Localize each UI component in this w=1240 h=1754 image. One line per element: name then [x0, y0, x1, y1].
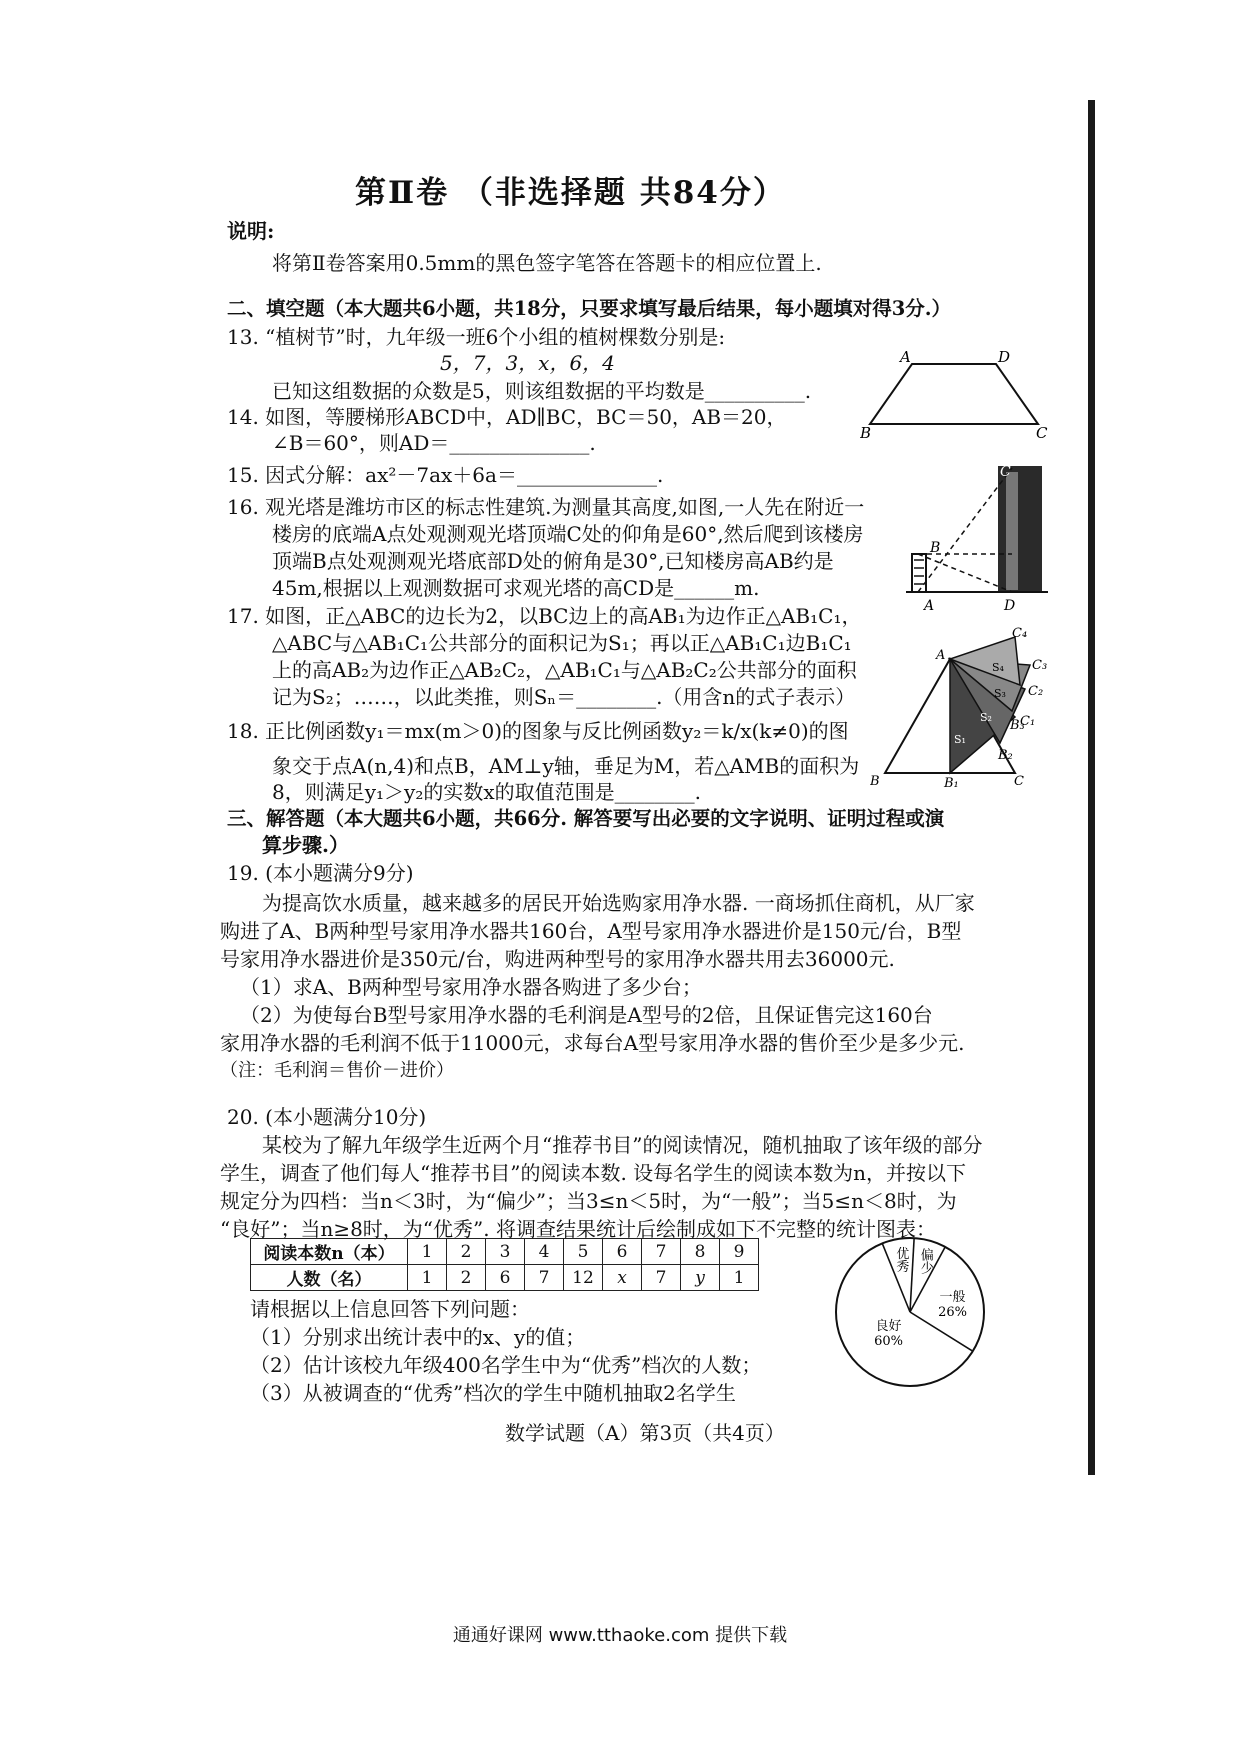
- q20-p2: 学生，调查了他们每人“推荐书目”的阅读本数. 设每名学生的阅读本数为n，并按以下: [220, 1161, 967, 1185]
- table-cell: 2: [447, 1239, 486, 1265]
- table-cell: 4: [525, 1239, 564, 1265]
- tri-label-s1: S₁: [954, 733, 966, 746]
- tower-label-d: D: [1004, 598, 1016, 612]
- pie-value-average: 26%: [938, 1304, 967, 1320]
- q17-line2: △ABC与△AB₁C₁公共部分的面积记为S₁；再以正△AB₁C₁边B₁C₁: [272, 631, 852, 655]
- q19-p3: 号家用净水器进价是350元/台，购进两种型号的家用净水器共用去36000元.: [220, 947, 895, 971]
- table-cell: 12: [564, 1265, 603, 1291]
- table-cell: y: [681, 1265, 720, 1291]
- scan-right-border: [1088, 100, 1095, 1475]
- q19-s2a: （2）为使每台B型号家用净水器的毛利润是A型号的2倍，且保证售完这160台: [240, 1003, 933, 1027]
- q19-p1: 为提高饮水质量，越来越多的居民开始选购家用净水器. 一商场抓住商机，从厂家: [262, 891, 975, 915]
- table-cell: 7: [642, 1239, 681, 1265]
- tri-label-c: C: [1014, 774, 1024, 789]
- table-cell: 2: [447, 1265, 486, 1291]
- table-cell: x: [603, 1265, 642, 1291]
- table-cell: 1: [720, 1265, 759, 1291]
- tri-label-b3: B₃: [1010, 718, 1025, 733]
- q20-s1: （1）分别求出统计表中的x、y的值；: [250, 1325, 586, 1349]
- table-row: [251, 1239, 759, 1265]
- tower-label-a: A: [924, 598, 935, 612]
- q19-s1: （1）求A、B两种型号家用净水器各购进了多少台；: [240, 975, 702, 999]
- trapezoid-label-d: D: [998, 350, 1011, 366]
- q20-s3: （3）从被调查的“优秀”档次的学生中随机抽取2名学生: [250, 1381, 736, 1405]
- q19-head: 19. (本小题满分9分): [227, 861, 414, 885]
- q15-line1: 15. 因式分解：ax²－7ax＋6a＝______________.: [227, 463, 664, 487]
- q17-line4: 记为S₂；……，以此类推，则Sₙ＝________.（用含n的式子表示）: [272, 685, 856, 709]
- table-cell: 1: [408, 1239, 447, 1265]
- table-row: [251, 1265, 759, 1291]
- tower-figure: [900, 462, 1050, 612]
- table-cell: 9: [720, 1239, 759, 1265]
- note-text: 将第Ⅱ卷答案用0.5mm的黑色签字笔答在答题卡的相应位置上.: [272, 251, 822, 275]
- q20-p1: 某校为了解九年级学生近两个月“推荐书目”的阅读情况，随机抽取了该年级的部分: [262, 1133, 983, 1157]
- q18-line2: 象交于点A(n,4)和点B，AM⊥y轴，垂足为M，若△AMB的面积为: [272, 754, 860, 778]
- q20-s2: （2）估计该校九年级400名学生中为“优秀”档次的人数；: [250, 1353, 762, 1377]
- q17-line3: 上的高AB₂为边作正△AB₂C₂，△AB₁C₁与△AB₂C₂公共部分的面积: [272, 658, 857, 682]
- pie-label-good: 良好: [875, 1318, 902, 1334]
- tri-label-b2: B₂: [998, 748, 1013, 763]
- part3-header-line2: 算步骤.）: [262, 833, 349, 857]
- stat-table: [250, 1238, 759, 1291]
- tri-label-a: A: [936, 648, 946, 663]
- note-label: 说明:: [227, 219, 275, 243]
- pie-label-few: 偏少: [917, 1248, 933, 1275]
- q18-line1: 18. 正比例函数y₁＝mx(m＞0)的图象与反比例函数y₂＝k/x(k≠0)的图: [227, 719, 849, 743]
- q16-line1: 16. 观光塔是潍坊市区的标志性建筑.为测量其高度,如图,一人先在附近一: [227, 495, 865, 519]
- tower-highlight: [1006, 472, 1018, 590]
- trapezoid-label-c: C: [1036, 424, 1048, 440]
- q19-s2b: 家用净水器的毛利润不低于11000元，求每台A型号家用净水器的售价至少是多少元.: [220, 1031, 965, 1055]
- tri-label-b: B: [870, 774, 880, 789]
- section-title: 第Ⅱ卷 （非选择题 共84分）: [355, 175, 786, 211]
- trapezoid-figure: [860, 350, 1050, 440]
- tower-label-b: B: [930, 540, 941, 556]
- site-footer: 通通好课网 www.tthaoke.com 提供下载: [452, 1625, 788, 1646]
- pie-slice-boundary: [910, 1238, 914, 1312]
- tri-label-c2: C₂: [1028, 684, 1044, 699]
- tri-label-s3: S₃: [994, 687, 1006, 700]
- pie-label-excellent: 优秀: [893, 1246, 909, 1273]
- table-cell: 6: [486, 1265, 525, 1291]
- tower-label-c: C: [1000, 464, 1011, 480]
- table-cell: 5: [564, 1239, 603, 1265]
- pie-chart: [820, 1230, 1000, 1400]
- q19-p2: 购进了A、B两种型号家用净水器共160台，A型号家用净水器进价是150元/台，B型: [220, 919, 962, 943]
- table-header-reading: 阅读本数n（本）: [251, 1239, 408, 1265]
- q18-line3: 8，则满足y₁＞y₂的实数x的取值范围是________.: [272, 780, 701, 804]
- tower-shape: [998, 466, 1042, 592]
- sight-line-bd: [918, 554, 1012, 592]
- q20-ask: 请根据以上信息回答下列问题：: [250, 1297, 530, 1321]
- q14-line2: ∠B＝60°，则AD＝______________.: [272, 431, 596, 455]
- q13-line1: 13. “植树节”时，九年级一班6个小组的植树棵数分别是:: [227, 325, 726, 349]
- tri-label-b1: B₁: [944, 776, 959, 790]
- tri-label-c3: C₃: [1032, 658, 1048, 673]
- q17-line1: 17. 如图，正△ABC的边长为2，以BC边上的高AB₁为边作正△AB₁C₁，: [227, 604, 862, 628]
- q16-line2: 楼房的底端A点处观测观光塔顶端C处的仰角是60°,然后爬到该楼房: [272, 522, 864, 546]
- q20-p3: 规定分为四档：当n＜3时，为“偏少”；当3≤n＜5时，为“一般”；当5≤n＜8时，为: [220, 1189, 957, 1213]
- tri-label-c4: C₄: [1012, 626, 1028, 641]
- q16-line3: 顶端B点处观测观光塔底部D处的俯角是30°,已知楼房高AB约是: [272, 549, 834, 573]
- table-cell: 7: [642, 1265, 681, 1291]
- pie-label-average: 一般: [939, 1289, 966, 1305]
- trapezoid-label-a: A: [900, 350, 911, 366]
- table-cell: 3: [486, 1239, 525, 1265]
- table-cell: 8: [681, 1239, 720, 1265]
- page-footer: 数学试题（A）第3页（共4页）: [505, 1421, 785, 1445]
- part3-header-line1: 三、解答题（本大题共6小题，共66分. 解答要写出必要的文字说明、证明过程或演: [227, 807, 945, 830]
- tri-label-c1: C₁: [1020, 714, 1036, 729]
- sight-line-ac: [918, 468, 1012, 592]
- q13-line3: 已知这组数据的众数是5，则该组数据的平均数是__________.: [272, 379, 812, 403]
- trapezoid-label-b: B: [860, 424, 872, 440]
- table-cell: 6: [603, 1239, 642, 1265]
- triangles-figure: [870, 625, 1070, 790]
- pie-value-good: 60%: [874, 1333, 904, 1349]
- q16-line4: 45m,根据以上观测数据可求观光塔的高CD是______m.: [272, 576, 760, 600]
- q13-data: 5，7，3，x，6，4: [440, 351, 615, 375]
- q14-line1: 14. 如图，等腰梯形ABCD中，AD∥BC，BC＝50，AB＝20，: [227, 405, 787, 429]
- q19-note: （注：毛利润＝售价－进价）: [220, 1060, 454, 1081]
- tri-label-s2: S₂: [980, 711, 992, 724]
- trapezoid-shape: [870, 364, 1038, 424]
- part2-header: 二、填空题（本大题共6小题，共18分，只要求填写最后结果，每小题填对得3分.）: [227, 297, 952, 320]
- q20-p4: “良好”；当n≥8时，为“优秀”. 将调查结果统计后绘制成如下不完整的统计图表：: [220, 1217, 936, 1241]
- tri-label-s4: S₄: [992, 661, 1004, 674]
- table-cell: 1: [408, 1265, 447, 1291]
- table-cell: 7: [525, 1265, 564, 1291]
- q20-head: 20. (本小题满分10分): [227, 1105, 427, 1129]
- table-header-count: 人数（名）: [251, 1265, 408, 1291]
